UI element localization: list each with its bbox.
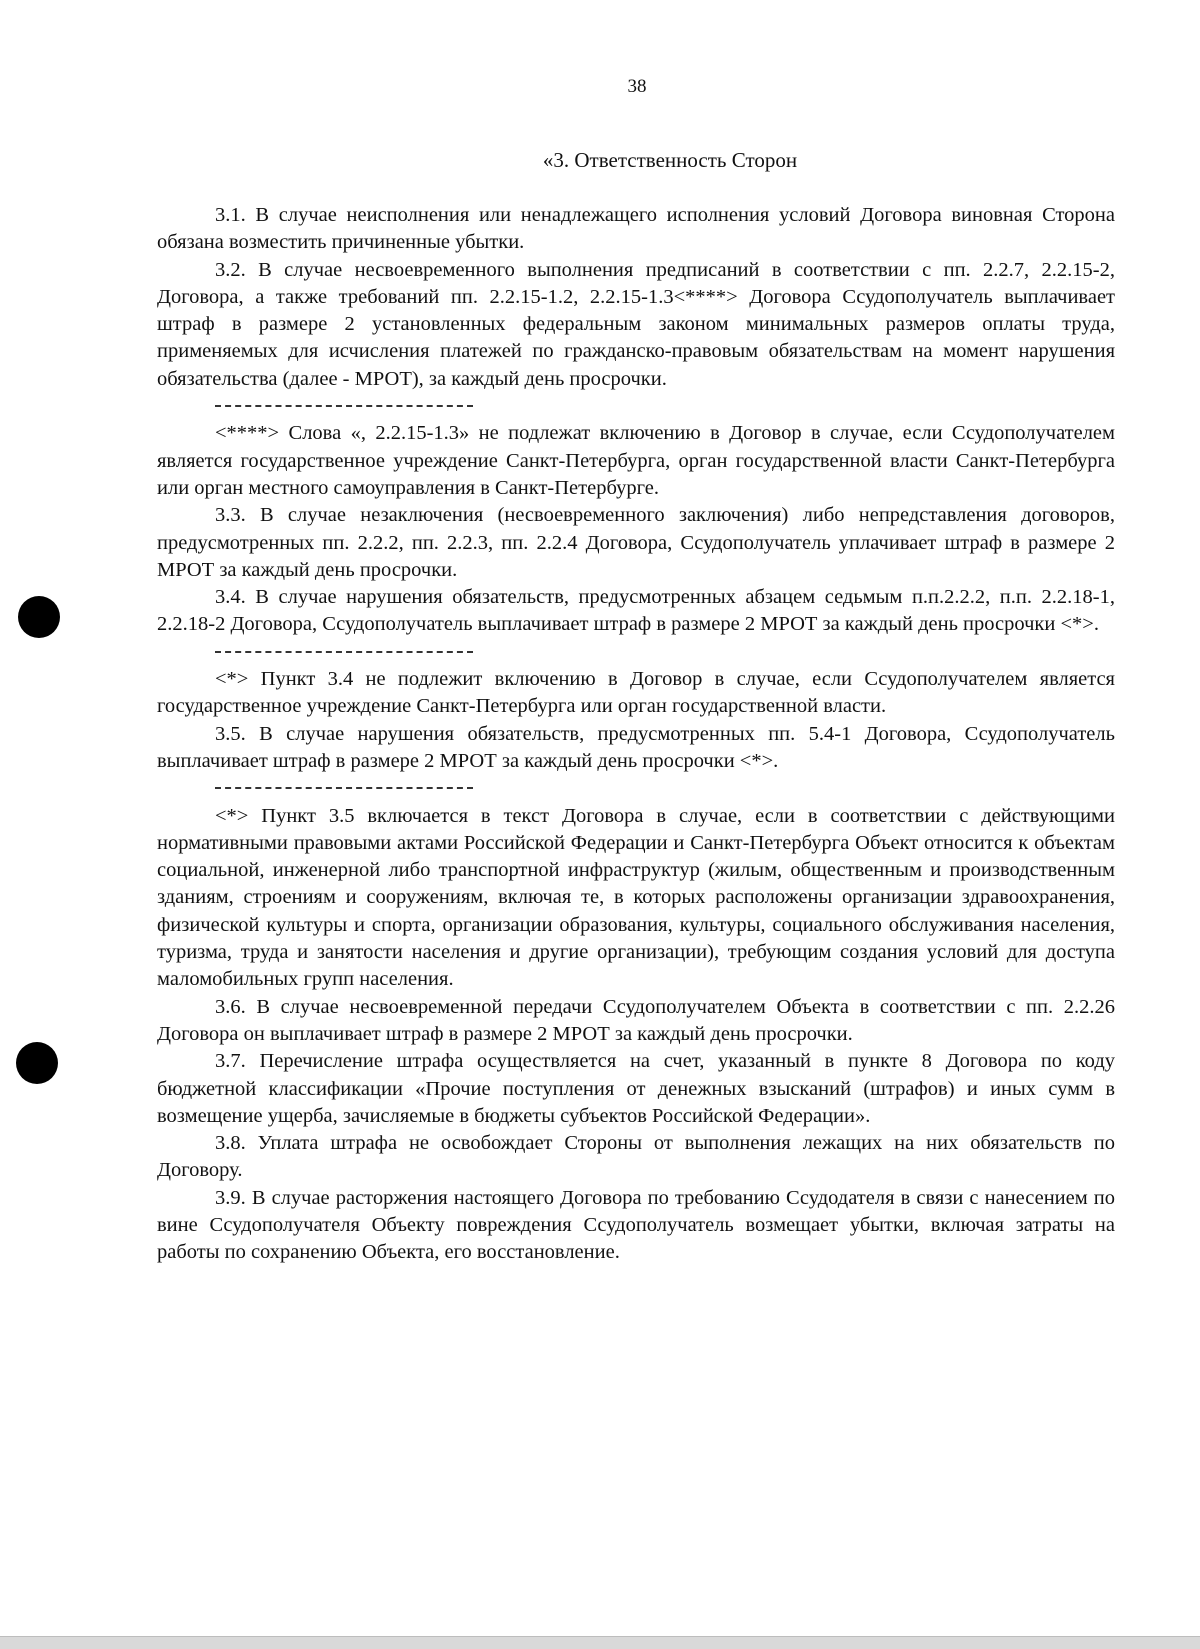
punch-hole-mark [16,1042,58,1084]
footnote-clause-3-5: <*> Пункт 3.5 включается в текст Договора в случае, если в соответствии с действующими нормативными правовыми актами Российской Федерации и Санкт-Петербурга Объект относится к объектам социальной, инженерной либо транспортной инфраструктур (жилым, общественным и производственным зданиям, строениям и сооружениям, включая те, в которых расположены организации здравоохранения, физической культуры и спорта, организации образования, культуры, социального обслуживания населения, туризма, труда и занятости населения и другие организации), требующим создания условий для доступа маломобильных групп населения. [157,804,1115,991]
clause-3-5: 3.5. В случае нарушения обязательств, предусмотренных пп. 5.4-1 Договора, Ссудополучатель выплачивает штраф в размере 2 МРОТ за каждый день просрочки <*>. [157,722,1115,772]
clause-3-2: 3.2. В случае несвоевременного выполнения предписаний в соответствии с пп. 2.2.7, 2.2.15-2, Договора, а также требований пп. 2.2.15-1.2, 2.2.15-1.3<****> Договора Ссудополучатель выплачивает штраф в размере 2 установленных федеральным законом минимальных размеров оплаты труда, применяемых для исчисления платежей по гражданско-правовым обязательствам на момент нарушения обязательства (далее - МРОТ), за каждый день просрочки. [157,258,1115,390]
page-number: 38 [627,76,647,97]
footnote-clause-3-4: <*> Пункт 3.4 не подлежит включению в Договор в случае, если Ссудополучателем является государственное учреждение Санкт-Петербурга или орган государственной власти. [157,668,1115,718]
footnote-separator [215,775,473,802]
clause-3-3: 3.3. В случае незаключения (несвоевременного заключения) либо непредставления договоров, предусмотренных пп. 2.2.2, пп. 2.2.3, пп. 2.2.4 Договора, Ссудополучатель уплачивает штраф в размере 2 МРОТ за каждый день просрочки. [157,504,1115,581]
document-body [157,202,1115,1267]
section-heading: «3. Ответственность Сторон [542,148,798,172]
clause-3-7: 3.7. Перечисление штрафа осуществляется на счет, указанный в пункте 8 Договора по коду бюджетной классификации «Прочие поступления от денежных взысканий (штрафов) и иных сумм в возмещение ущерба, зачисляемые в бюджеты субъектов Российской Федерации». [157,1050,1115,1127]
clause-3-6: 3.6. В случае несвоевременной передачи Ссудополучателем Объекта в соответствии с пп. 2.2.26 Договора он выплачивает штраф в размере 2 МРОТ за каждый день просрочки. [157,995,1115,1045]
footnote-separator [215,639,473,666]
footnote-clause-3-2: <****> Слова «, 2.2.15-1.3» не подлежат включению в Договор в случае, если Ссудополучателем является государственное учреждение Санкт-Петербурга, орган государственной власти Санкт-Петербурга или орган местного самоуправления в Санкт-Петербурге. [157,422,1115,499]
clause-3-8: 3.8. Уплата штрафа не освобождает Стороны от выполнения лежащих на них обязательств по Договору. [157,1132,1115,1182]
clause-3-4: 3.4. В случае нарушения обязательств, предусмотренных абзацем седьмым п.п.2.2.2, п.п. 2.2.18-1, 2.2.18-2 Договора, Ссудополучатель выплачивает штраф в размере 2 МРОТ за каждый день просрочки <*>. [157,586,1115,636]
scan-bottom-edge [0,1636,1200,1649]
footnote-separator [215,393,473,420]
clause-3-9: 3.9. В случае расторжения настоящего Договора по требованию Ссудодателя в связи с нанесением по вине Ссудополучателя Объекту повреждения Ссудополучатель возмещает убытки, включая затраты на работы по сохранению Объекта, его восстановление. [157,1186,1115,1264]
clause-3-1: 3.1. В случае неисполнения или ненадлежащего исполнения условий Договора виновная Сторона обязана возместить причиненные убытки. [157,204,1115,254]
punch-hole-mark [18,596,60,638]
